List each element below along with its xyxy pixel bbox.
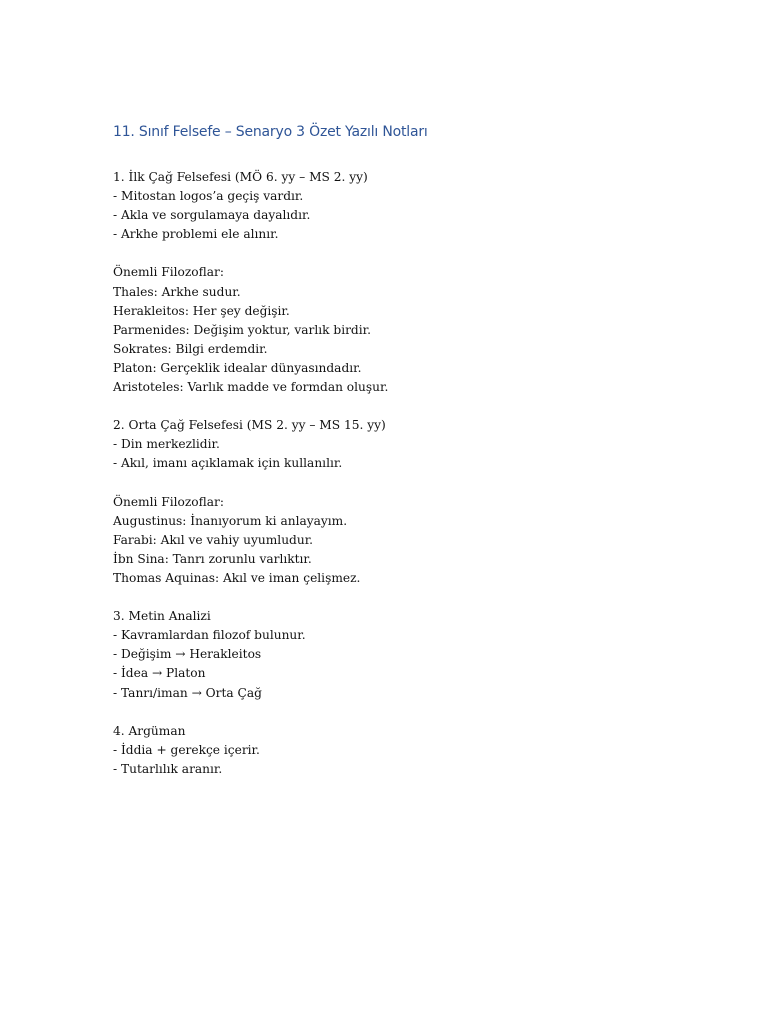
philosopher-line: Thomas Aquinas: Akıl ve iman çelişmez. [113,570,361,585]
section-metin-analizi [113,607,713,702]
document-title: 11. Sınıf Felsefe – Senaryo 3 Özet Yazılı Notları [113,124,428,140]
subsection-heading: Önemli Filozoflar: [113,494,224,509]
philosopher-line: Aristoteles: Varlık madde ve formdan oluşur. [113,380,389,395]
section-heading: 3. Metin Analizi [113,609,211,624]
bullet-line: - İddia + gerekçe içerir. [113,742,260,757]
section-heading: 1. İlk Çağ Felsefesi (MÖ 6. yy – MS 2. yy) [113,170,368,184]
document-body [113,168,713,798]
section-arguman [113,722,713,779]
philosopher-line: Thales: Arkhe sudur. [113,284,241,299]
bullet-line: - Değişim → Herakleitos [113,647,262,662]
bullet-line: - Tutarlılık aranır. [113,761,223,776]
philosopher-line: İbn Sina: Tanrı zorunlu varlıktır. [113,551,312,566]
section-heading: 4. Argüman [113,723,186,738]
section-orta-cag-filozoflar [113,493,713,588]
bullet-line: - Kavramlardan filozof bulunur. [113,628,306,643]
philosopher-line: Farabi: Akıl ve vahiy uyumludur. [113,532,314,547]
subsection-heading: Önemli Filozoflar: [113,265,224,280]
bullet-line: - Din merkezlidir. [113,437,220,452]
bullet-line: - Arkhe problemi ele alınır. [113,227,279,242]
bullet-line: - Tanrı/iman → Orta Çağ [113,685,262,700]
bullet-line: - Mitostan logos’a geçiş vardır. [113,189,304,204]
philosopher-line: Augustinus: İnanıyorum ki anlayayım. [113,513,348,528]
bullet-line: - İdea → Platon [113,666,206,681]
section-orta-cag [113,416,713,473]
philosopher-line: Herakleitos: Her şey değişir. [113,303,290,318]
philosopher-line: Parmenides: Değişim yoktur, varlık birdir. [113,322,371,337]
bullet-line: - Akıl, imanı açıklamak için kullanılır. [113,456,343,471]
bullet-line: - Akla ve sorgulamaya dayalıdır. [113,208,311,223]
section-ilk-cag [113,168,713,244]
section-ilk-cag-filozoflar [113,263,713,397]
section-heading: 2. Orta Çağ Felsefesi (MS 2. yy – MS 15. yy) [113,418,386,433]
philosopher-line: Sokrates: Bilgi erdemdir. [113,341,268,356]
philosopher-line: Platon: Gerçeklik idealar dünyasındadır. [113,360,362,375]
